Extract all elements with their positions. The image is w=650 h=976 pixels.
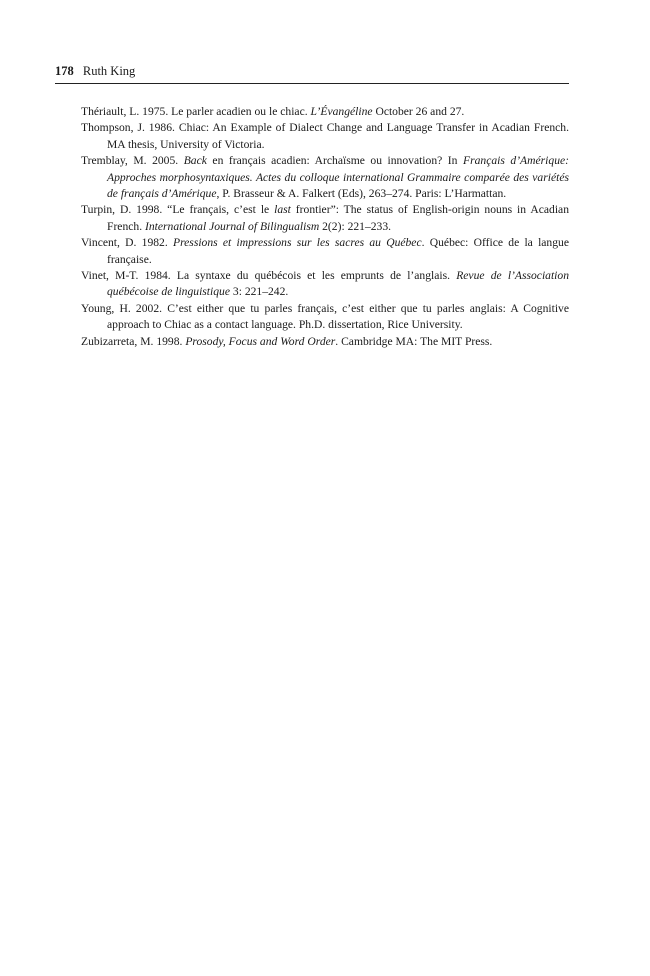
reference-title: Revue de l’Association québécoise de linguistique — [107, 269, 569, 299]
reference-text: 3: 221–242. — [230, 285, 289, 299]
reference-entry — [81, 120, 569, 153]
page-number: 178 — [55, 64, 74, 78]
reference-text: Vincent, D. 1982. — [81, 236, 173, 250]
reference-text: frontier”: The status of English-origin nouns in Acadian French. — [107, 203, 569, 233]
running-header — [55, 63, 569, 84]
reference-text: . Cambridge MA: The MIT Press. — [335, 334, 493, 348]
reference-text: Tremblay, M. 2005. — [81, 154, 184, 168]
reference-entry — [81, 235, 569, 268]
reference-title: last — [274, 203, 291, 217]
reference-title: International Journal of Bilingualism — [145, 219, 320, 233]
reference-text: October 26 and 27. — [372, 105, 465, 118]
reference-entry — [81, 202, 569, 235]
reference-title: Pressions et impressions sur les sacres au Québec — [173, 236, 422, 250]
reference-entry — [81, 301, 569, 334]
reference-text: Thompson, J. 1986. Chiac: An Example of Dialect Change and Language Transfer in Acadian French. MA thesis, University of Victoria. — [81, 121, 569, 151]
reference-text: Vinet, M-T. 1984. La syntaxe du québécois et les emprunts de l’anglais. — [81, 269, 457, 283]
reference-entry — [81, 268, 569, 301]
reference-entry — [81, 153, 569, 202]
reference-list — [81, 104, 569, 350]
reference-text: Young, H. 2002. C’est either que tu parles français, c’est either que tu parles anglais: A Cognitive approach to Chiac as a contact language. Ph.D. dissertation, Rice University. — [81, 301, 569, 332]
reference-title: Prosody, Focus and Word Order — [185, 334, 336, 348]
reference-text: Zubizarreta, M. 1998. — [81, 334, 186, 348]
reference-text: 2(2): 221–233. — [319, 219, 392, 233]
reference-title: Français d’Amérique: Approches morphosyntaxiques. Actes du colloque international Grammaire comparée des variétés de français d’Amérique — [107, 154, 569, 201]
reference-text: en français acadien: Archaïsme ou innovation? In — [206, 154, 463, 168]
reference-title: Back — [183, 154, 207, 168]
reference-text: , P. Brasseur & A. Falkert (Eds), 263–274. Paris: L’Harmattan. — [216, 187, 507, 201]
reference-text: Thériault, L. 1975. Le parler acadien ou le chiac. — [81, 105, 311, 118]
reference-entry — [81, 104, 569, 120]
reference-entry — [81, 334, 569, 350]
reference-title: L’Évangéline — [310, 105, 373, 118]
reference-text: . Québec: Office de la langue française. — [107, 236, 569, 266]
reference-text: Turpin, D. 1998. “Le français, c’est le — [81, 203, 275, 217]
running-head-author: Ruth King — [82, 64, 136, 78]
